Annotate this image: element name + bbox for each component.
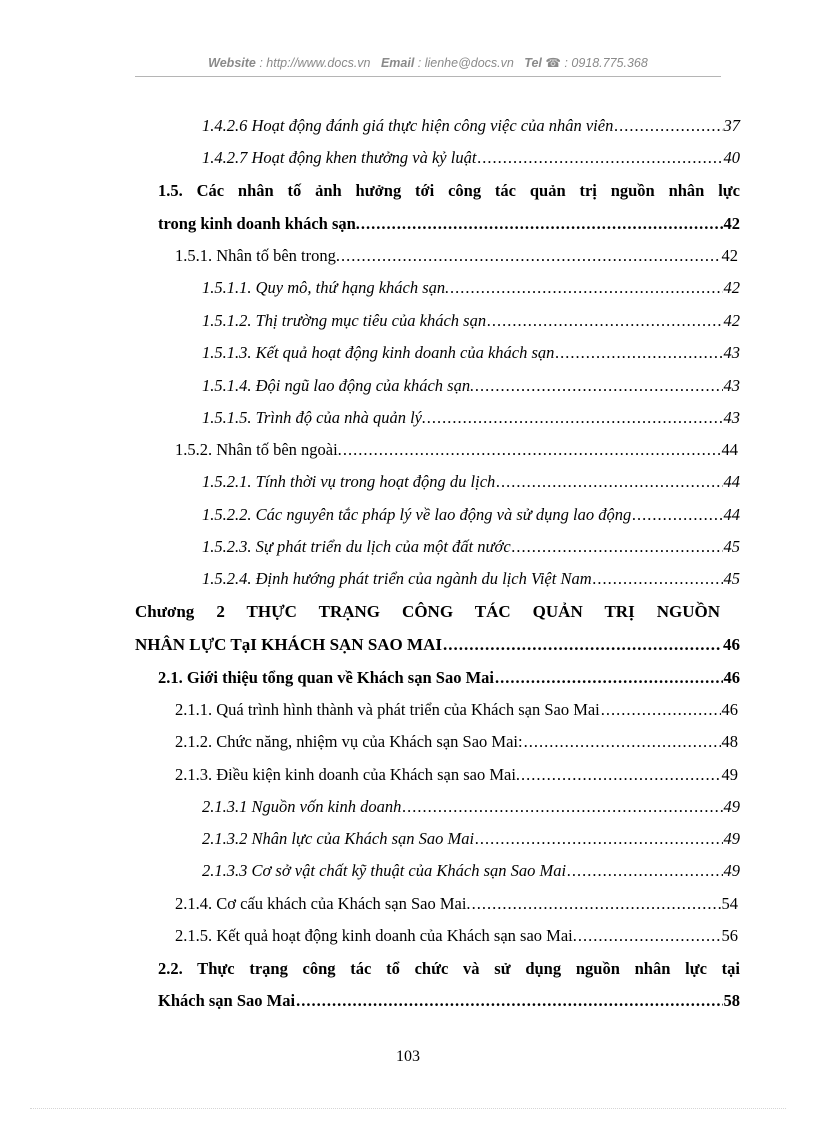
toc-entry-text: 2.1.3.2 Nhân lực của Khách sạn Sao Mai [202, 829, 475, 848]
toc-entry-page: 42 [723, 311, 740, 330]
toc-entry[interactable] [135, 635, 740, 655]
toc-entry-text: 2.1. Giới thiệu tổng quan về Khách sạn Sao Mai [158, 668, 494, 687]
toc-entry-text: 2.1.3. Điều kiện kinh doanh của Khách sạn sao Mai. [175, 765, 521, 784]
toc-entry[interactable] [175, 926, 738, 946]
toc-entry-page: 44 [721, 440, 738, 459]
toc-entry-text: 1.5.2.4. Định hướng phát triển của ngành du lịch Việt Nam [202, 569, 592, 588]
toc-entry[interactable] [202, 116, 740, 136]
page-number: 103 [396, 1048, 420, 1065]
toc-entry-line1[interactable]: 1.5. Các nhân tố ảnh hưởng tới công tác quản trị nguồn nhân lực [158, 181, 740, 200]
toc-entry-page: 37 [723, 116, 740, 135]
toc-entry-text: 2.1.4. Cơ cấu khách của Khách sạn Sao Mai. [175, 894, 471, 913]
toc-entry-page: 46 [721, 700, 738, 719]
toc-entry[interactable] [175, 765, 738, 785]
toc-entry-text: 1.5.2.1. Tính thời vụ trong hoạt động du lịch [202, 472, 496, 491]
toc-entry-page: 44 [723, 472, 740, 491]
toc-entry-text: 1.5.1.3. Kết quả hoạt động kinh doanh của khách sạn [202, 343, 555, 362]
email-label: Email [380, 56, 415, 70]
toc-entry-text: 2.1.5. Kết quả hoạt động kinh doanh của Khách sạn sao Mai. [175, 926, 577, 945]
toc-entry-text: 1.5.1. Nhân tố bên trong. [175, 246, 340, 265]
toc-entry-page: 43 [723, 343, 740, 362]
toc-entry[interactable] [202, 861, 740, 881]
toc-entry-page: 45 [723, 537, 740, 556]
toc-chapter-line1[interactable]: Chương 2 THỰC TRẠNG CÔNG TÁC QUẢN TRỊ NGUỒN [135, 602, 720, 621]
toc-entry[interactable] [158, 668, 740, 688]
toc-entry[interactable] [202, 569, 740, 589]
toc-entry-page: 49 [723, 829, 740, 848]
toc-entry-text: 2.1.3.1 Nguồn vốn kinh doanh [202, 797, 402, 816]
toc-entry-text: 2.1.1. Quá trình hình thành và phát triển của Khách sạn Sao Mai [175, 700, 600, 719]
toc-entry-page: 49 [723, 861, 740, 880]
toc-entry-page: 48 [721, 732, 738, 751]
toc-entry[interactable] [158, 991, 740, 1011]
toc-entry-page: 40 [723, 148, 740, 167]
toc-entry[interactable] [202, 505, 740, 525]
toc-entry[interactable] [202, 148, 740, 168]
toc-entry-page: 42 [723, 214, 740, 233]
toc-entry[interactable] [202, 278, 740, 298]
toc-entry[interactable] [175, 700, 738, 720]
toc-entry-page: 46 [723, 668, 740, 687]
toc-entry[interactable] [202, 797, 740, 817]
email-value[interactable]: : lienhe@docs.vn [417, 56, 514, 70]
toc-entry-page: 56 [721, 926, 738, 945]
toc-entry[interactable] [202, 472, 740, 492]
toc-entry-page: 49 [723, 797, 740, 816]
tel-label: Tel [524, 56, 542, 70]
toc-entry[interactable] [202, 537, 740, 557]
toc-entry-text: 1.5.2.2. Các nguyên tắc pháp lý về lao động và sử dụng lao động [202, 505, 632, 524]
toc-entry-page: 45 [723, 569, 740, 588]
toc-entry-text: NHÂN LỰC TạI KHÁCH SẠN SAO MAI [135, 635, 442, 654]
toc-entry-page: 54 [721, 894, 738, 913]
toc-entry-text: 1.5.1.4. Đội ngũ lao động của khách sạn. [202, 376, 475, 395]
toc-entry-page: 43 [723, 376, 740, 395]
toc-entry[interactable] [202, 343, 740, 363]
toc-entry-text: trong kinh doanh khách sạn. [158, 214, 360, 233]
toc-entry-page: 42 [723, 278, 740, 297]
toc-entry-line1[interactable]: 2.2. Thực trạng công tác tổ chức và sử dụng nguồn nhân lực tại [158, 959, 740, 978]
toc-entry-page: 46 [723, 635, 740, 654]
toc-entry[interactable] [158, 214, 740, 234]
tel-value: ☎ : 0918.775.368 [545, 56, 648, 70]
toc-entry[interactable] [202, 311, 740, 331]
page-bottom-border [30, 1108, 786, 1109]
toc-entry-text: 1.4.2.7 Hoạt động khen thưởng và kỷ luật [202, 148, 477, 167]
toc-entry-page: 42 [721, 246, 738, 265]
toc-entry-text: 1.4.2.6 Hoạt động đánh giá thực hiện công việc của nhân viên [202, 116, 614, 135]
toc-entry[interactable] [202, 829, 740, 849]
toc-entry[interactable] [202, 408, 740, 428]
toc-entry-text: 1.5.1.1. Quy mô, thứ hạng khách sạn. [202, 278, 450, 297]
toc-entry-text: 1.5.1.5. Trình độ của nhà quản lý. [202, 408, 427, 427]
toc-entry[interactable] [175, 894, 738, 914]
toc-entry-text: 2.1.3.3 Cơ sở vật chất kỹ thuật của Khách sạn Sao Mai [202, 861, 567, 880]
website-label: Website [208, 56, 256, 70]
toc-entry[interactable] [175, 732, 738, 752]
toc-entry-page: 49 [721, 765, 738, 784]
toc-entry-page: 58 [723, 991, 740, 1010]
toc-entry-text: 1.5.2. Nhân tố bên ngoài. [175, 440, 342, 459]
toc-entry-text: 2.1.2. Chức năng, nhiệm vụ của Khách sạn Sao Mai: [175, 732, 523, 751]
website-value[interactable]: : http://www.docs.vn [259, 56, 371, 70]
toc-entry-page: 43 [723, 408, 740, 427]
header-divider [135, 76, 721, 77]
page-header [135, 55, 721, 70]
toc-entry[interactable] [175, 246, 738, 266]
toc-entry-text: 1.5.2.3. Sự phát triển du lịch của một đất nước [202, 537, 511, 556]
toc-entry-text: Khách sạn Sao Mai [158, 991, 296, 1010]
toc-entry-text: 1.5.1.2. Thị trường mục tiêu của khách sạn [202, 311, 487, 330]
toc-entry[interactable] [175, 440, 738, 460]
toc-entry-page: 44 [723, 505, 740, 524]
toc-entry[interactable] [202, 376, 740, 396]
